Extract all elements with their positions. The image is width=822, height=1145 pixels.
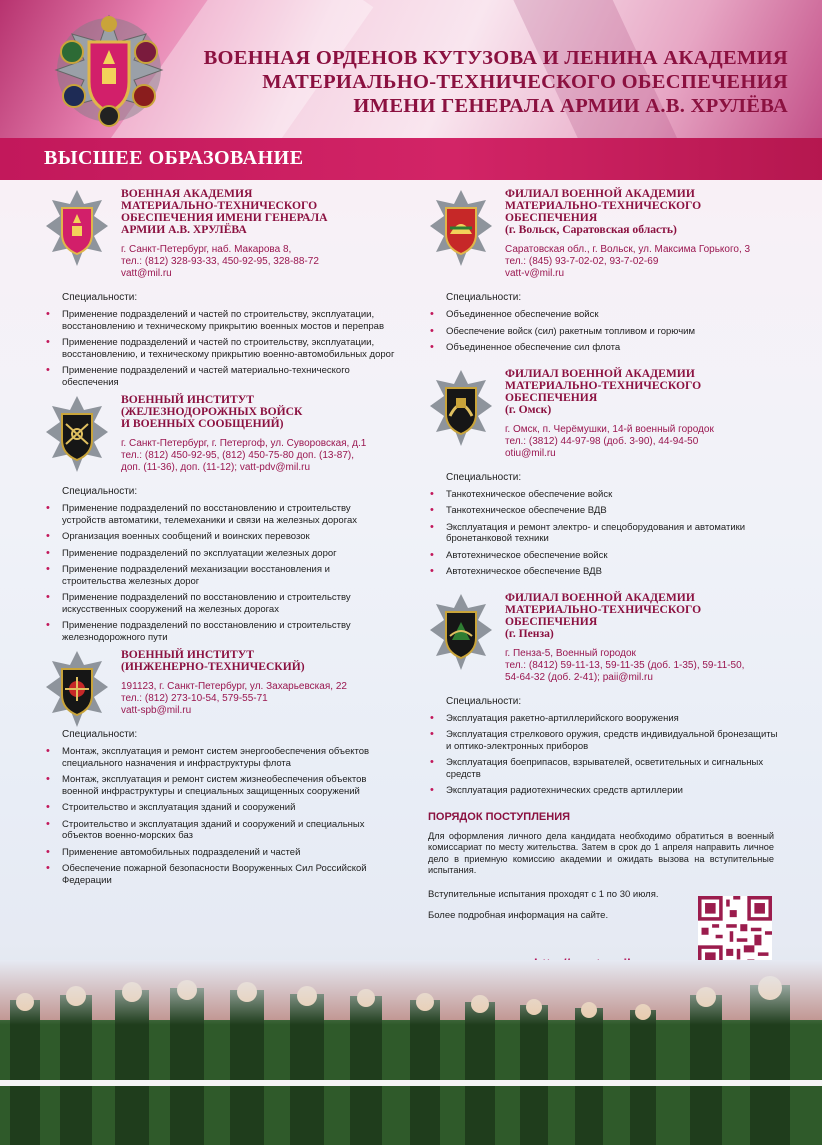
- list-item: • Применение подразделений и частей по строительству, эксплуатации, восстановлению и техническому прикрытию военных мостов и переправ: [44, 309, 396, 332]
- list-item: • Строительство и эксплуатация зданий и сооружений: [44, 802, 396, 814]
- list-item: • Эксплуатация стрелкового оружия, средств индивидуальной бронезащиты и оптико-электронных приборов: [428, 729, 780, 752]
- specialties-list: [44, 746, 396, 886]
- page-title: ВОЕННАЯ ОРДЕНОВ КУТУЗОВА И ЛЕНИНА АКАДЕМИЯ МАТЕРИАЛЬНО-ТЕХНИЧЕСКОГО ОБЕСПЕЧЕНИЯ ИМЕНИ ГЕНЕРАЛА АРМИИ А.В. ХРУЛЁВА: [203, 47, 788, 117]
- list-item: • Эксплуатация и ремонт электро- и спецоборудования и автоматики бронетанковой техники: [428, 522, 780, 545]
- institution-contacts: г. Омск, п. Черёмушки, 14-й военный городок тел.: (3812) 44-97-98 (доб. 3-90), 44-94-50 otiu@mil.ru: [505, 423, 714, 459]
- left-column: [44, 188, 396, 892]
- section-band: [0, 138, 822, 180]
- institution-volsk: [428, 188, 780, 354]
- list-item: • Монтаж, эксплуатация и ремонт систем жизнеобеспечения объектов военной инфраструктуры и специальных защищенных сооружений: [44, 774, 396, 797]
- institution-name: ФИЛИАЛ ВОЕННОЙ АКАДЕМИИ МАТЕРИАЛЬНО-ТЕХНИЧЕСКОГО ОБЕСПЕЧЕНИЯ (г. Пенза): [505, 590, 702, 640]
- list-item: • Применение подразделений и частей по строительству, эксплуатации, восстановлению, и техническому прикрытию военно-автомобильных дорог: [44, 337, 396, 360]
- list-item: • Объединенное обеспечение сил флота: [428, 342, 780, 354]
- list-item: • Танкотехническое обеспечение ВДВ: [428, 505, 780, 517]
- specialties-list: [428, 713, 780, 797]
- qr-code-icon[interactable]: [698, 896, 772, 970]
- specialties-list: [428, 489, 780, 578]
- list-item: • Применение подразделений по эксплуатации железных дорог: [44, 548, 396, 560]
- specialties-label: Специальности:: [62, 292, 138, 303]
- railway-emblem-icon: [44, 394, 110, 474]
- list-item: • Применение автомобильных подразделений и частей: [44, 847, 396, 859]
- list-item: • Обеспечение войск (сил) ракетным топливом и горючим: [428, 326, 780, 338]
- list-item: • Эксплуатация боеприпасов, взрывателей, осветительных и сигнальных средств: [428, 757, 780, 780]
- list-item: • Применение подразделений механизации восстановления и строительства железных дорог: [44, 564, 396, 587]
- list-item: • Строительство и эксплуатация зданий и сооружений и специальных объектов военно-морских баз: [44, 819, 396, 842]
- institution-name: ФИЛИАЛ ВОЕННОЙ АКАДЕМИИ МАТЕРИАЛЬНО-ТЕХНИЧЕСКОГО ОБЕСПЕЧЕНИЯ (г. Омск): [505, 366, 702, 416]
- list-item: • Применение подразделений по восстановлению и строительству устройств автоматики, телемеханики и связи на железных дорогах: [44, 503, 396, 526]
- institution-name: ВОЕННЫЙ ИНСТИТУТ (ИНЖЕНЕРНО-ТЕХНИЧЕСКИЙ): [121, 648, 305, 673]
- academy-emblem-icon: [52, 12, 167, 130]
- section-title: ВЫСШЕЕ ОБРАЗОВАНИЕ: [44, 147, 304, 169]
- institution-name: ФИЛИАЛ ВОЕННОЙ АКАДЕМИИ МАТЕРИАЛЬНО-ТЕХНИЧЕСКОГО ОБЕСПЕЧЕНИЯ (г. Вольск, Саратовская область): [505, 187, 702, 236]
- list-item: • Применение подразделений по восстановлению и строительству искусственных сооружений на железных дорогах: [44, 592, 396, 615]
- specialties-list: [428, 309, 780, 354]
- specialties-label: Специальности:: [62, 729, 138, 740]
- list-item: • Эксплуатация радиотехнических средств артиллерии: [428, 785, 780, 797]
- institution-contacts: г. Пенза-5, Военный городок тел.: (8412) 59-11-13, 59-11-35 (доб. 1-35), 59-11-50, 54-64-32 (доб. 2-41); paii@mil.ru: [505, 647, 745, 683]
- list-item: • Организация военных сообщений и воинских перевозок: [44, 531, 396, 543]
- admission-more-info: Более подробная информация на сайте.: [428, 909, 609, 921]
- volsk-emblem-icon: [428, 188, 494, 268]
- omsk-emblem-icon: [428, 368, 494, 448]
- list-item: • Объединенное обеспечение войск: [428, 309, 780, 321]
- institution-name: ВОЕННАЯ АКАДЕМИЯ МАТЕРИАЛЬНО-ТЕХНИЧЕСКОГО ОБЕСПЕЧЕНИЯ ИМЕНИ ГЕНЕРАЛА АРМИИ А.В. ХРУЛЁВА: [121, 187, 328, 236]
- specialties-label: Специальности:: [446, 471, 522, 483]
- institution-penza: [428, 592, 780, 797]
- institution-name: ВОЕННЫЙ ИНСТИТУТ (ЖЕЛЕЗНОДОРОЖНЫХ ВОЙСК И ВОЕННЫХ СООБЩЕНИЙ): [121, 393, 303, 430]
- institution-contacts: Саратовская обл., г. Вольск, ул. Максима Горького, 3 тел.: (845) 93-7-02-02, 93-7-02-69 vatt-v@mil.ru: [505, 244, 751, 279]
- academy-emblem-icon: [44, 188, 110, 268]
- institution-academy: [44, 188, 396, 388]
- institution-contacts: г. Санкт-Петербург, г. Петергоф, ул. Суворовская, д.1 тел.: (812) 450-92-95, (812) 450-75-80 доп. (13-87), доп. (11-36), доп. (11-12); vatt-pdv@mil.ru: [121, 438, 367, 473]
- list-item: • Обеспечение пожарной безопасности Вооруженных Сил Российской Федерации: [44, 863, 396, 886]
- list-item: • Танкотехническое обеспечение войск: [428, 489, 780, 501]
- penza-emblem-icon: [428, 592, 494, 672]
- right-column: [428, 188, 780, 921]
- engineering-emblem-icon: [44, 649, 110, 729]
- parade-photo: [0, 960, 822, 1145]
- institution-engineering: [44, 649, 396, 886]
- institution-contacts: 191123, г. Санкт-Петербург, ул. Захарьевская, 22 тел.: (812) 273-10-54, 579-55-71 vatt-spb@mil.ru: [121, 681, 347, 716]
- admission-text: Для оформления личного дела кандидата необходимо обратиться в военный комиссариат по месту жительства. Затем в срок до 1 апреля направить личное дело в приемную комиссию академии и ожидать вызова на вступительные испытания.: [428, 830, 774, 875]
- list-item: • Автотехническое обеспечение ВДВ: [428, 566, 780, 578]
- specialties-label: Специальности:: [62, 486, 138, 497]
- admission-exams: Вступительные испытания проходят с 1 по 30 июля.: [428, 888, 659, 900]
- specialties-list: [44, 503, 396, 643]
- admission-title: ПОРЯДОК ПОСТУПЛЕНИЯ: [428, 810, 571, 823]
- specialties-label: Специальности:: [446, 292, 522, 303]
- specialties-label: Специальности:: [446, 695, 522, 707]
- list-item: • Эксплуатация ракетно-артиллерийского вооружения: [428, 713, 780, 725]
- list-item: • Монтаж, эксплуатация и ремонт систем энергообеспечения объектов специального назначения и инфраструктуры флота: [44, 746, 396, 769]
- institution-contacts: г. Санкт-Петербург, наб. Макарова 8, тел.: (812) 328-93-33, 450-92-95, 328-88-72 vatt@mil.ru: [121, 244, 319, 279]
- list-item: • Применение подразделений по восстановлению и строительству железнодорожного пути: [44, 620, 396, 643]
- specialties-list: [44, 309, 396, 388]
- institution-omsk: [428, 368, 780, 578]
- list-item: • Применение подразделений и частей материально-технического обеспечения: [44, 365, 396, 388]
- list-item: • Автотехническое обеспечение войск: [428, 550, 780, 562]
- header: [0, 0, 822, 140]
- institution-railway: [44, 394, 396, 643]
